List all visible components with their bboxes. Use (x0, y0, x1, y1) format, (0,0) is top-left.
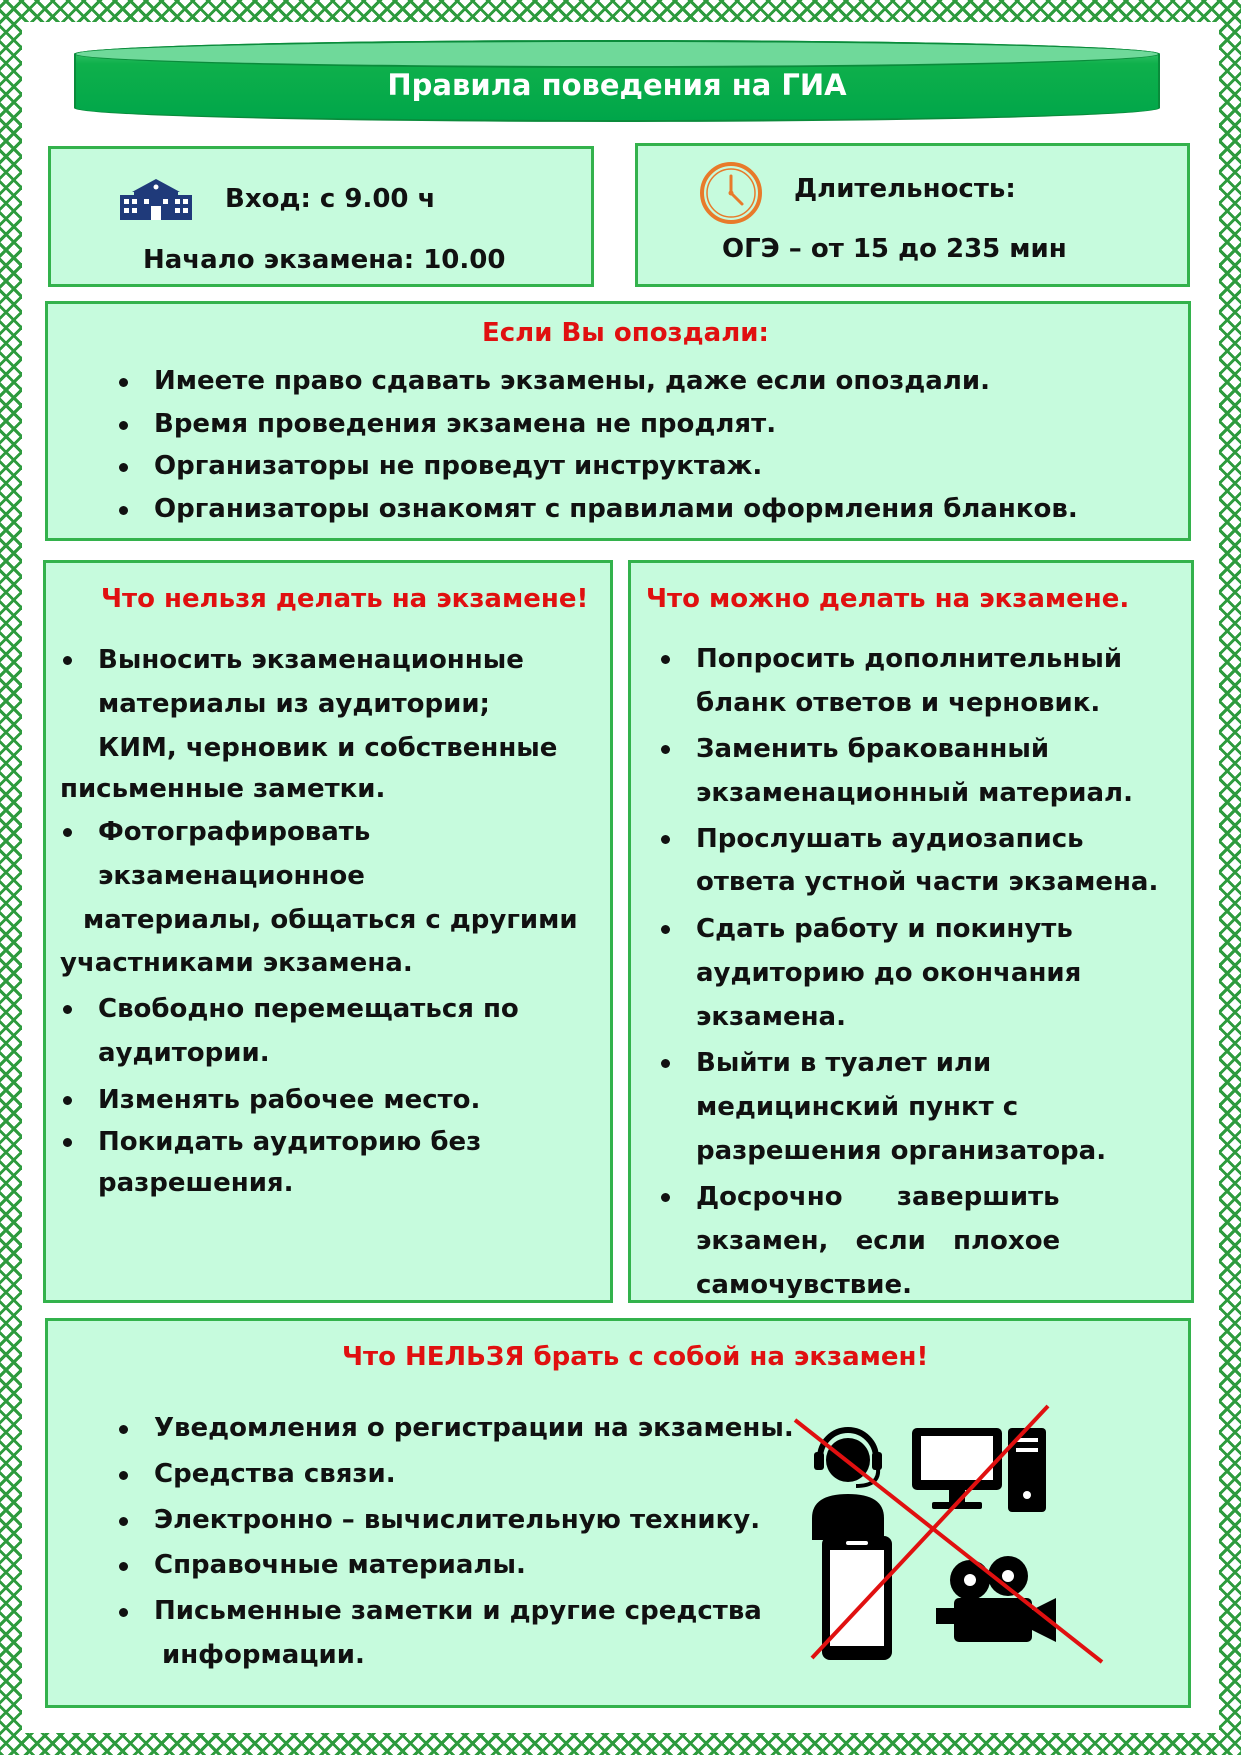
exam-start-text: Начало экзамена: 10.00 (143, 245, 506, 275)
bullet (119, 463, 128, 472)
items-heading: Что НЕЛЬЗЯ брать с собой на экзамен! (342, 1342, 929, 1372)
clock-icon (698, 160, 764, 226)
list-line: Свободно перемещаться по (98, 994, 519, 1024)
list-line: экзаменационный материал. (696, 778, 1133, 808)
bullet (661, 1059, 670, 1068)
list-line: Покидать аудиторию без (98, 1127, 482, 1157)
smartphone-icon (822, 1536, 892, 1660)
forbidden-heading: Что нельзя делать на экзамене! (101, 584, 589, 614)
list-item: информации. (162, 1640, 365, 1670)
list-line: Выйти в туалет или (696, 1048, 992, 1078)
list-line: Фотографировать (98, 817, 371, 847)
list-line: участниками экзамена. (60, 948, 413, 978)
list-line: Выносить экзаменационные (98, 645, 524, 675)
duration-label: Длительность: (794, 174, 1016, 204)
allowed-heading: Что можно делать на экзамене. (646, 584, 1130, 614)
bullet (63, 1005, 72, 1014)
bullet (119, 1562, 128, 1571)
list-item: Имеете право сдавать экзамены, даже если опоздали. (154, 366, 990, 396)
list-item: Организаторы не проведут инструктаж. (154, 451, 763, 481)
list-line: разрешения. (98, 1168, 294, 1198)
bullet (63, 656, 72, 665)
list-line: разрешения организатора. (696, 1136, 1107, 1166)
bullet (119, 506, 128, 515)
list-line: Сдать работу и покинуть (696, 914, 1073, 944)
list-item: Средства связи. (154, 1459, 396, 1489)
list-line: материалы, общаться с другими (83, 905, 578, 935)
list-item: Организаторы ознакомят с правилами оформления бланков. (154, 494, 1078, 524)
duration-value: ОГЭ – от 15 до 235 мин (722, 234, 1067, 264)
entry-time-text: Вход: с 9.00 ч (225, 184, 436, 214)
list-line: Прослушать аудиозапись (696, 824, 1084, 854)
list-line: бланк ответов и черновик. (696, 688, 1101, 718)
list-line: аудиторию до окончания (696, 958, 1082, 988)
bullet (661, 1193, 670, 1202)
list-line: Попросить дополнительный (696, 644, 1123, 674)
list-item: Время проведения экзамена не продлят. (154, 409, 777, 439)
list-line: КИМ, черновик и собственные (98, 733, 558, 763)
bullet (661, 925, 670, 934)
bullet (63, 828, 72, 837)
list-line: экзамена. (696, 1002, 846, 1032)
list-line: экзамен, если плохое (696, 1226, 1061, 1256)
title-banner-top (74, 40, 1160, 68)
page-title: Правила поведения на ГИА (387, 68, 847, 102)
bullet (119, 378, 128, 387)
list-line: самочувствие. (696, 1270, 912, 1298)
bullet (119, 1517, 128, 1526)
list-line: Досрочно завершить (696, 1182, 1060, 1212)
school-building-icon (118, 178, 194, 222)
bullet (119, 421, 128, 430)
bullet (661, 655, 670, 664)
allowed-list (631, 600, 1191, 1298)
desktop-computer-icon (912, 1428, 1046, 1512)
bullet (63, 1096, 72, 1105)
list-item: Письменные заметки и другие средства (154, 1596, 762, 1626)
bullet (119, 1471, 128, 1480)
list-line: Заменить бракованный (696, 734, 1050, 764)
list-item: Уведомления о регистрации на экзамены. (154, 1413, 794, 1443)
list-line: материалы из аудитории; (98, 689, 490, 719)
list-item: Справочные материалы. (154, 1550, 526, 1580)
list-item: Электронно – вычислительную технику. (154, 1505, 761, 1535)
headset-person-icon (812, 1430, 884, 1540)
list-line: аудитории. (98, 1038, 270, 1068)
bullet (119, 1425, 128, 1434)
bullet (661, 745, 670, 754)
bullet (661, 835, 670, 844)
list-line: письменные заметки. (60, 774, 386, 804)
list-line: медицинский пункт с (696, 1092, 1019, 1122)
list-line: ответа устной части экзамена. (696, 867, 1159, 897)
list-line: Изменять рабочее место. (98, 1085, 481, 1115)
bullet (119, 1608, 128, 1617)
bullet (63, 1138, 72, 1147)
movie-camera-icon (936, 1556, 1056, 1642)
late-heading: Если Вы опоздали: (482, 318, 769, 348)
forbidden-items-illustration (790, 1400, 1110, 1670)
list-line: экзаменационное (98, 861, 365, 891)
